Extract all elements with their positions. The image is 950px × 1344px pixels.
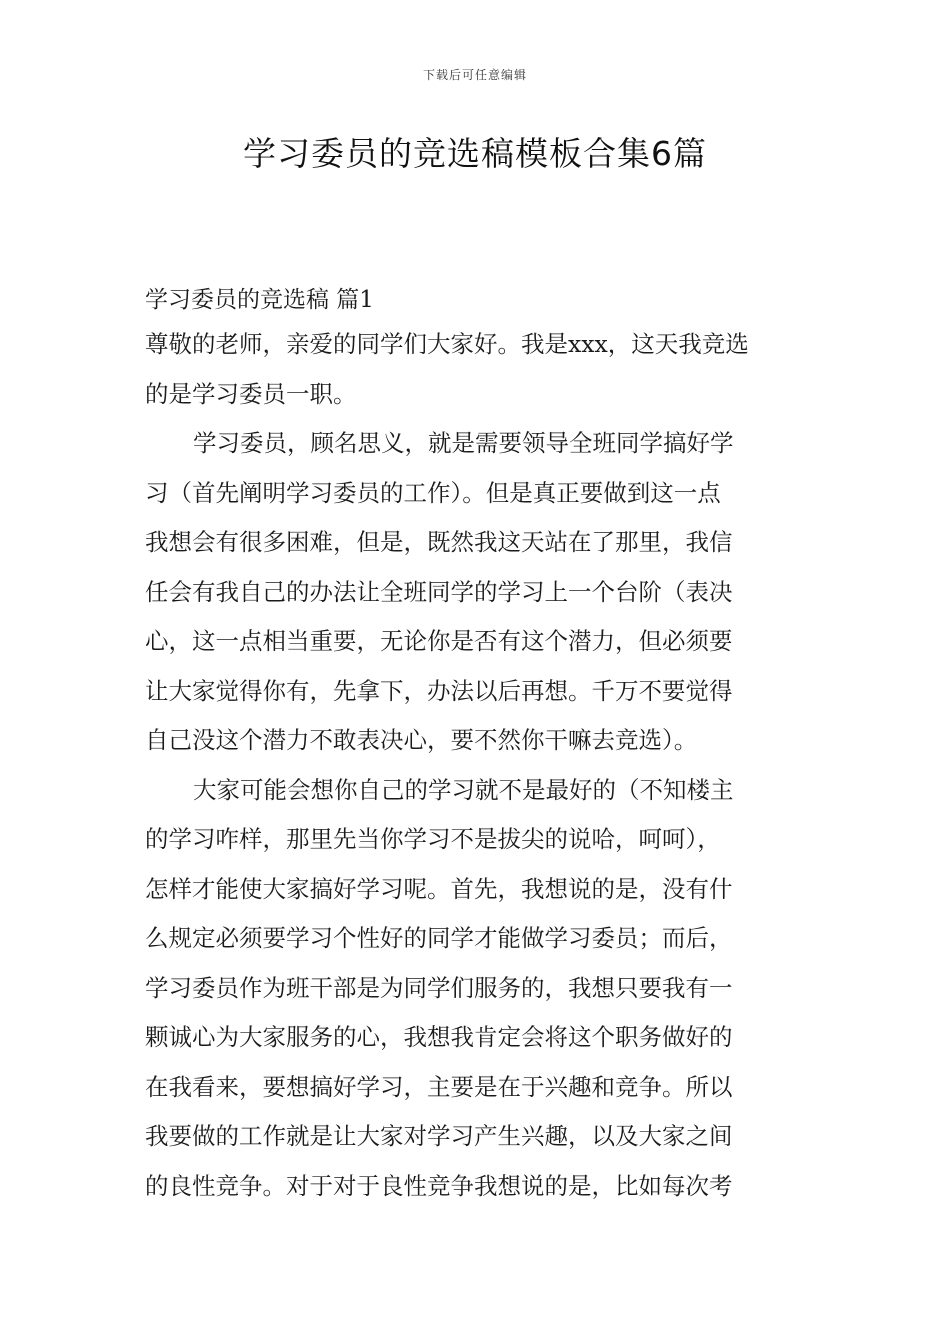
text-line: 的良性竞争。对于对于良性竞争我想说的是，比如每次考	[145, 1171, 733, 1200]
text-line: 我想会有很多困难，但是，既然我这天站在了那里，我信	[145, 528, 733, 556]
section-heading: 学习委员的竞选稿 篇1	[145, 287, 374, 313]
paragraph-3	[145, 766, 807, 1212]
text-line: 尊敬的老师，亲爱的同学们大家好。我是xxx，这天我竞选	[145, 330, 749, 358]
text-line: 学习委员作为班干部是为同学们服务的，我想只要我有一	[145, 973, 733, 1002]
text-line: 的学习咋样，那里先当你学习不是拔尖的说哈，呵呵），	[145, 825, 721, 853]
text-line: 让大家觉得你有，先拿下，办法以后再想。千万不要觉得	[145, 676, 733, 705]
document-body	[145, 280, 807, 1211]
text-line: 我要做的工作就是让大家对学习产生兴趣，以及大家之间	[145, 1122, 733, 1150]
text-line: 自己没这个潜力不敢表决心，要不然你干嘛去竞选）。	[145, 726, 698, 754]
header-note: 下载后可任意编辑	[422, 68, 527, 82]
text-line: 怎样才能使大家搞好学习呢。首先，我想说的是，没有什	[145, 874, 733, 903]
text-line: 大家可能会想你自己的学习就不是最好的（不知楼主	[193, 775, 734, 804]
text-line: 任会有我自己的办法让全班同学的学习上一个台阶（表决	[145, 577, 733, 606]
text-line: 颗诚心为大家服务的心，我想我肯定会将这个职务做好的	[145, 1023, 733, 1051]
paragraph-1	[145, 320, 807, 419]
text-line: 习（首先阐明学习委员的工作）。但是真正要做到这一点	[145, 478, 721, 507]
text-line: 心，这一点相当重要，无论你是否有这个潜力，但必须要	[145, 627, 733, 655]
text-line: 的是学习委员一职。	[145, 379, 357, 408]
paragraph-2	[145, 419, 807, 766]
text-line: 么规定必须要学习个性好的同学才能做学习委员；而后，	[145, 924, 733, 952]
text-line: 学习委员，顾名思义，就是需要领导全班同学搞好学	[193, 429, 734, 457]
text-line: 在我看来，要想搞好学习，主要是在于兴趣和竞争。所以	[145, 1072, 733, 1101]
document-title: 学习委员的竞选稿模板合集6篇	[243, 134, 707, 173]
